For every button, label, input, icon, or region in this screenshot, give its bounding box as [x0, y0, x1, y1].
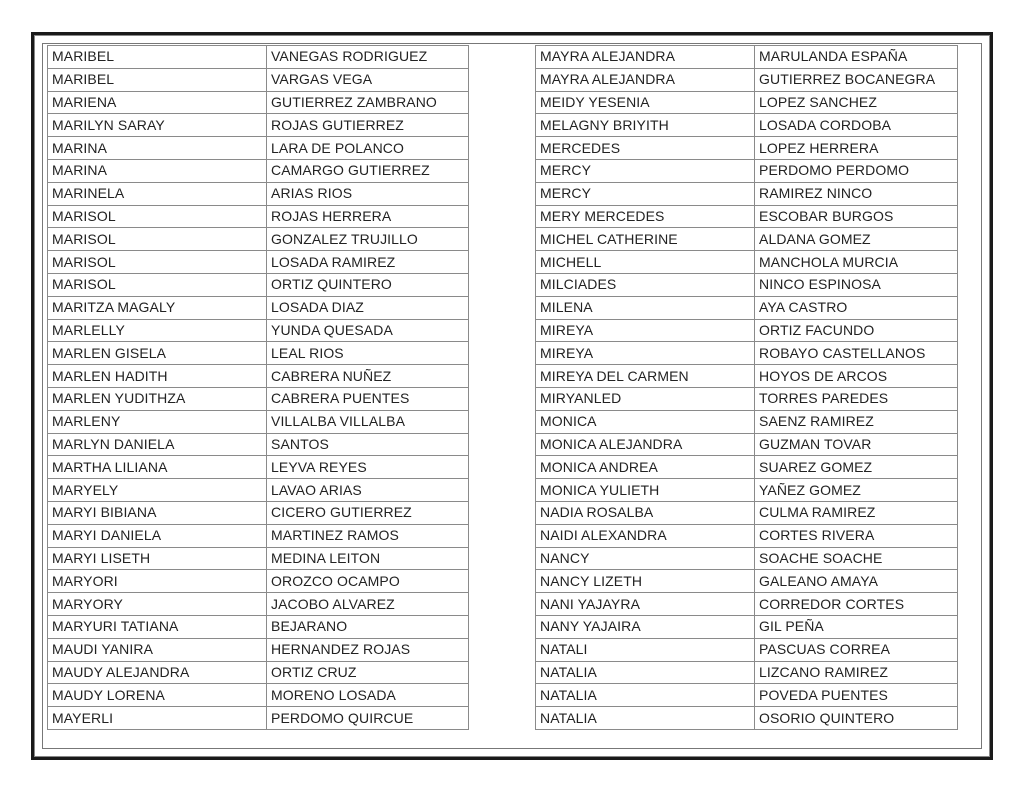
table-row — [48, 479, 469, 502]
table-row — [48, 501, 469, 524]
last-name-cell: LARA DE POLANCO — [267, 137, 469, 160]
table-row — [48, 547, 469, 570]
last-name-cell: SANTOS — [267, 433, 469, 456]
table-row — [48, 593, 469, 616]
first-name-cell: MARYURI TATIANA — [48, 615, 267, 638]
table-row — [536, 570, 958, 593]
last-name-cell: YUNDA QUESADA — [267, 319, 469, 342]
last-name-cell: YAÑEZ GOMEZ — [755, 479, 958, 502]
last-name-cell: SOACHE SOACHE — [755, 547, 958, 570]
last-name-cell: VILLALBA VILLALBA — [267, 410, 469, 433]
first-name-cell: MIRYANLED — [536, 387, 755, 410]
first-name-cell: MERY MERCEDES — [536, 205, 755, 228]
first-name-cell: MAUDY ALEJANDRA — [48, 661, 267, 684]
first-name-cell: MAYRA ALEJANDRA — [536, 46, 755, 69]
last-name-cell: ORTIZ FACUNDO — [755, 319, 958, 342]
table-row — [536, 319, 958, 342]
first-name-cell: MEIDY YESENIA — [536, 91, 755, 114]
first-name-cell: MARIBEL — [48, 68, 267, 91]
table-row — [48, 365, 469, 388]
table-row — [48, 707, 469, 730]
first-name-cell: MARYI LISETH — [48, 547, 267, 570]
first-name-cell: MAYERLI — [48, 707, 267, 730]
table-row — [536, 593, 958, 616]
table-row — [536, 661, 958, 684]
table-row — [48, 410, 469, 433]
table-row — [48, 273, 469, 296]
first-name-cell: MARYI BIBIANA — [48, 501, 267, 524]
first-name-cell: MIREYA DEL CARMEN — [536, 365, 755, 388]
last-name-cell: MANCHOLA MURCIA — [755, 251, 958, 274]
last-name-cell: LEYVA REYES — [267, 456, 469, 479]
first-name-cell: MARIENA — [48, 91, 267, 114]
table-row — [536, 479, 958, 502]
table-row — [536, 547, 958, 570]
last-name-cell: CULMA RAMIREZ — [755, 501, 958, 524]
table-row — [536, 137, 958, 160]
table-row — [536, 205, 958, 228]
table-row — [48, 91, 469, 114]
table-row — [48, 319, 469, 342]
last-name-cell: CABRERA PUENTES — [267, 387, 469, 410]
table-row — [536, 524, 958, 547]
last-name-cell: MARTINEZ RAMOS — [267, 524, 469, 547]
last-name-cell: CICERO GUTIERREZ — [267, 501, 469, 524]
first-name-cell: MARLENY — [48, 410, 267, 433]
last-name-cell: LEAL RIOS — [267, 342, 469, 365]
table-row — [48, 182, 469, 205]
table-row — [48, 456, 469, 479]
first-name-cell: MAYRA ALEJANDRA — [536, 68, 755, 91]
first-name-cell: NATALI — [536, 638, 755, 661]
first-name-cell: MERCY — [536, 182, 755, 205]
last-name-cell: MARULANDA ESPAÑA — [755, 46, 958, 69]
last-name-cell: HOYOS DE ARCOS — [755, 365, 958, 388]
last-name-cell: PASCUAS CORREA — [755, 638, 958, 661]
first-name-cell: MARISOL — [48, 228, 267, 251]
first-name-cell: MERCEDES — [536, 137, 755, 160]
names-table-left — [47, 45, 469, 730]
last-name-cell: SAENZ RAMIREZ — [755, 410, 958, 433]
first-name-cell: MICHEL CATHERINE — [536, 228, 755, 251]
last-name-cell: ORTIZ CRUZ — [267, 661, 469, 684]
first-name-cell: MARISOL — [48, 273, 267, 296]
last-name-cell: ROBAYO CASTELLANOS — [755, 342, 958, 365]
last-name-cell: NINCO ESPINOSA — [755, 273, 958, 296]
table-row — [536, 114, 958, 137]
names-table-right-body — [536, 46, 958, 730]
last-name-cell: HERNANDEZ ROJAS — [267, 638, 469, 661]
first-name-cell: MARLELLY — [48, 319, 267, 342]
first-name-cell: NANI YAJAYRA — [536, 593, 755, 616]
first-name-cell: MARIBEL — [48, 46, 267, 69]
table-row — [48, 342, 469, 365]
last-name-cell: VANEGAS RODRIGUEZ — [267, 46, 469, 69]
last-name-cell: LOPEZ HERRERA — [755, 137, 958, 160]
last-name-cell: RAMIREZ NINCO — [755, 182, 958, 205]
table-row — [48, 524, 469, 547]
table-row — [48, 251, 469, 274]
last-name-cell: CORTES RIVERA — [755, 524, 958, 547]
first-name-cell: MONICA YULIETH — [536, 479, 755, 502]
table-row — [536, 251, 958, 274]
table-row — [536, 365, 958, 388]
table-row — [536, 387, 958, 410]
last-name-cell: VARGAS VEGA — [267, 68, 469, 91]
last-name-cell: CORREDOR CORTES — [755, 593, 958, 616]
table-row — [48, 137, 469, 160]
table-row — [48, 114, 469, 137]
last-name-cell: SUAREZ GOMEZ — [755, 456, 958, 479]
table-row — [536, 159, 958, 182]
table-row — [536, 228, 958, 251]
first-name-cell: MICHELL — [536, 251, 755, 274]
first-name-cell: MELAGNY BRIYITH — [536, 114, 755, 137]
table-row — [536, 91, 958, 114]
table-row — [536, 296, 958, 319]
first-name-cell: MARINELA — [48, 182, 267, 205]
first-name-cell: MARITZA MAGALY — [48, 296, 267, 319]
last-name-cell: CAMARGO GUTIERREZ — [267, 159, 469, 182]
last-name-cell: ESCOBAR BURGOS — [755, 205, 958, 228]
table-row — [48, 638, 469, 661]
last-name-cell: GIL PEÑA — [755, 615, 958, 638]
last-name-cell: MEDINA LEITON — [267, 547, 469, 570]
first-name-cell: NANCY — [536, 547, 755, 570]
table-row — [48, 433, 469, 456]
first-name-cell: MARISOL — [48, 251, 267, 274]
table-row — [48, 205, 469, 228]
last-name-cell: AYA CASTRO — [755, 296, 958, 319]
table-row — [536, 182, 958, 205]
last-name-cell: CABRERA NUÑEZ — [267, 365, 469, 388]
table-row — [48, 46, 469, 69]
last-name-cell: JACOBO ALVAREZ — [267, 593, 469, 616]
first-name-cell: MAUDI YANIRA — [48, 638, 267, 661]
last-name-cell: PERDOMO QUIRCUE — [267, 707, 469, 730]
last-name-cell: ROJAS GUTIERREZ — [267, 114, 469, 137]
first-name-cell: MIREYA — [536, 342, 755, 365]
last-name-cell: PERDOMO PERDOMO — [755, 159, 958, 182]
last-name-cell: LOPEZ SANCHEZ — [755, 91, 958, 114]
table-row — [536, 433, 958, 456]
last-name-cell: MORENO LOSADA — [267, 684, 469, 707]
first-name-cell: MARINA — [48, 159, 267, 182]
first-name-cell: NAIDI ALEXANDRA — [536, 524, 755, 547]
names-table-right — [535, 45, 958, 730]
last-name-cell: LOSADA RAMIREZ — [267, 251, 469, 274]
table-row — [48, 615, 469, 638]
table-row — [536, 615, 958, 638]
table-row — [536, 638, 958, 661]
last-name-cell: GUTIERREZ ZAMBRANO — [267, 91, 469, 114]
first-name-cell: MARYORY — [48, 593, 267, 616]
last-name-cell: OROZCO OCAMPO — [267, 570, 469, 593]
table-row — [536, 501, 958, 524]
last-name-cell: POVEDA PUENTES — [755, 684, 958, 707]
last-name-cell: ORTIZ QUINTERO — [267, 273, 469, 296]
first-name-cell: MONICA ANDREA — [536, 456, 755, 479]
table-row — [536, 68, 958, 91]
first-name-cell: MERCY — [536, 159, 755, 182]
table-row — [48, 661, 469, 684]
first-name-cell: NANY YAJAIRA — [536, 615, 755, 638]
first-name-cell: MARINA — [48, 137, 267, 160]
first-name-cell: MARISOL — [48, 205, 267, 228]
names-table-left-body — [48, 46, 469, 730]
last-name-cell: ROJAS HERRERA — [267, 205, 469, 228]
last-name-cell: LOSADA DIAZ — [267, 296, 469, 319]
first-name-cell: NANCY LIZETH — [536, 570, 755, 593]
table-row — [536, 684, 958, 707]
first-name-cell: MARYELY — [48, 479, 267, 502]
first-name-cell: MONICA — [536, 410, 755, 433]
first-name-cell: MARLEN GISELA — [48, 342, 267, 365]
last-name-cell: GONZALEZ TRUJILLO — [267, 228, 469, 251]
table-row — [48, 159, 469, 182]
last-name-cell: BEJARANO — [267, 615, 469, 638]
first-name-cell: MARTHA LILIANA — [48, 456, 267, 479]
first-name-cell: NADIA ROSALBA — [536, 501, 755, 524]
first-name-cell: MONICA ALEJANDRA — [536, 433, 755, 456]
table-row — [48, 684, 469, 707]
first-name-cell: MARLEN YUDITHZA — [48, 387, 267, 410]
last-name-cell: OSORIO QUINTERO — [755, 707, 958, 730]
last-name-cell: TORRES PAREDES — [755, 387, 958, 410]
last-name-cell: GUZMAN TOVAR — [755, 433, 958, 456]
table-row — [536, 456, 958, 479]
first-name-cell: MILENA — [536, 296, 755, 319]
first-name-cell: MARYI DANIELA — [48, 524, 267, 547]
last-name-cell: LIZCANO RAMIREZ — [755, 661, 958, 684]
table-row — [536, 273, 958, 296]
last-name-cell: GUTIERREZ BOCANEGRA — [755, 68, 958, 91]
first-name-cell: MILCIADES — [536, 273, 755, 296]
table-row — [536, 410, 958, 433]
last-name-cell: ALDANA GOMEZ — [755, 228, 958, 251]
first-name-cell: MARILYN SARAY — [48, 114, 267, 137]
table-row — [48, 228, 469, 251]
last-name-cell: LAVAO ARIAS — [267, 479, 469, 502]
table-row — [48, 387, 469, 410]
table-row — [536, 707, 958, 730]
first-name-cell: MIREYA — [536, 319, 755, 342]
table-row — [48, 570, 469, 593]
first-name-cell: MARYORI — [48, 570, 267, 593]
first-name-cell: MARLEN HADITH — [48, 365, 267, 388]
table-row — [48, 296, 469, 319]
first-name-cell: MAUDY LORENA — [48, 684, 267, 707]
table-row — [48, 68, 469, 91]
table-row — [536, 342, 958, 365]
last-name-cell: GALEANO AMAYA — [755, 570, 958, 593]
first-name-cell: NATALIA — [536, 684, 755, 707]
last-name-cell: LOSADA CORDOBA — [755, 114, 958, 137]
first-name-cell: NATALIA — [536, 707, 755, 730]
table-row — [536, 46, 958, 69]
last-name-cell: ARIAS RIOS — [267, 182, 469, 205]
first-name-cell: MARLYN DANIELA — [48, 433, 267, 456]
first-name-cell: NATALIA — [536, 661, 755, 684]
